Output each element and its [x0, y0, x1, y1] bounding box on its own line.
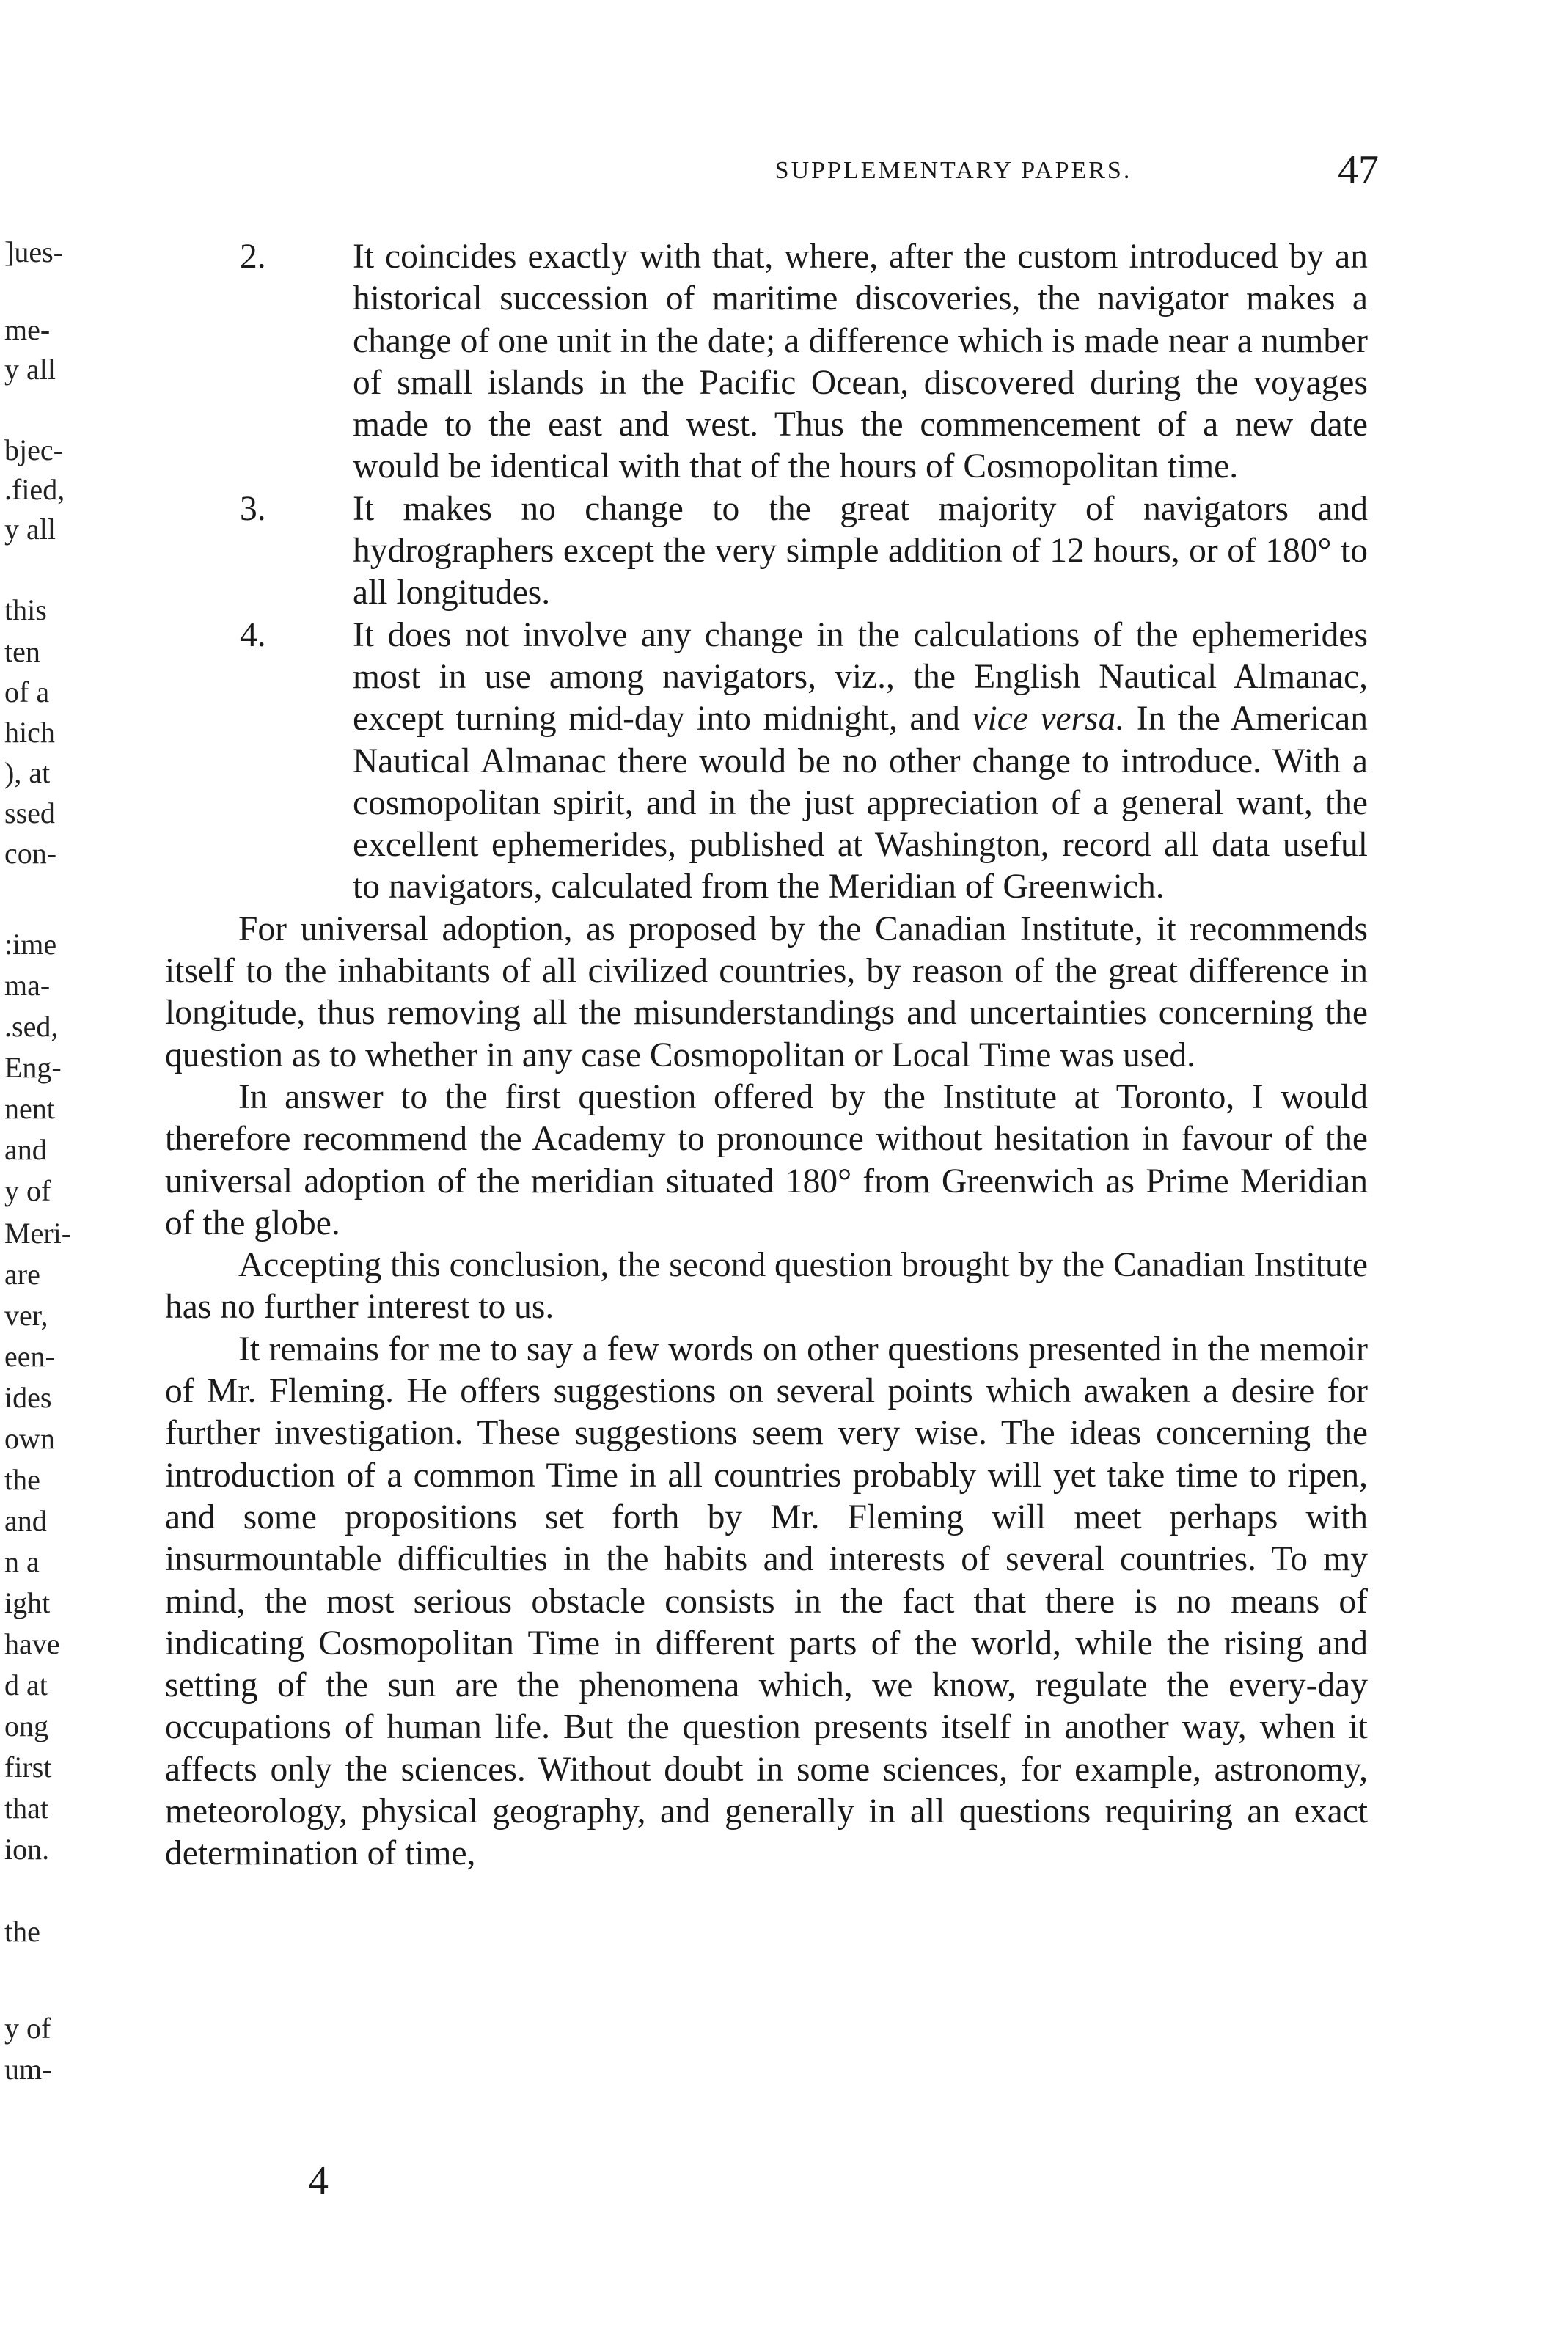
margin-fragment: are	[4, 1258, 40, 1291]
margin-fragment: :ime	[4, 928, 57, 961]
margin-fragment: of a	[4, 675, 50, 708]
numbered-item-4	[165, 615, 1368, 909]
margin-fragment: ight	[4, 1586, 51, 1619]
margin-fragment: Eng-	[4, 1051, 62, 1084]
main-text-block	[165, 236, 1368, 1875]
margin-fragment: ion.	[4, 1833, 50, 1866]
margin-fragment: .sed,	[4, 1010, 59, 1043]
item-text-part: In the American Nautical Almanac there would be no other change to introduce. With a cosmopolitan spirit, and in the just appreciation of a general want, the excellent ephemerides, published at Washington, record all data useful to navigators, calculated from the Meridian of Greenwich.	[353, 700, 1368, 906]
margin-fragment: y all	[4, 513, 56, 546]
item-text-part: It does not involve any change in the calculations of the ephemerides most in use among navigators, viz., the English Nautical Almanac, except turning mid-day into midnight, and	[353, 615, 1368, 739]
margin-fragment: ong	[4, 1709, 48, 1742]
margin-fragment: y all	[4, 353, 56, 386]
margin-fragment: d at	[4, 1668, 48, 1701]
margin-fragment: ten	[4, 635, 40, 668]
item-text: It makes no change to the great majority of navigators and hydrographers except the very simple addition of 12 hours, or of 180° to all longitudes.	[353, 489, 1368, 612]
italic-phrase: vice versa.	[972, 700, 1125, 739]
margin-fragment: ), at	[4, 756, 51, 789]
margin-fragment: bjec-	[4, 433, 63, 466]
margin-fragment: y of	[4, 1174, 51, 1207]
item-text: It coincides exactly with that, where, after the custom introduced by an historical succession of maritime discoveries, the navigator makes a change of one unit in the date; a difference which is made near a number of small islands in the Pacific Ocean, discovered during the voyages made to the east and west. Thus the commencement of a new date would be identical with that of the hours of Cosmopolitan time.	[353, 238, 1368, 486]
item-number: 3.	[240, 489, 266, 528]
signature-mark: 4	[308, 2158, 329, 2204]
margin-fragment: this	[4, 593, 47, 626]
margin-fragment: first	[4, 1751, 52, 1784]
margin-fragment: ]ues-	[4, 235, 63, 268]
margin-fragment: have	[4, 1627, 60, 1660]
margin-fragment: ssed	[4, 796, 55, 829]
paragraph-other-questions: It remains for me to say a few words on other questions presented in the memoir of Mr. Fleming. He offers suggestions on several points which awaken a desire for further investigation. These suggestions seem very wise. The ideas concerning the introduction of a common Time in all countries probably will yet take time to ripen, and some propositions set forth by Mr. Fleming will meet perhaps with insurmountable difficulties in the habits and interests of several countries. To my mind, the most serious obstacle consists in the fact that there is no means of indicating Cosmopolitan Time in different parts of the world, while the rising and setting of the sun are the phenomena which, we know, regulate the every-day occupations of human life. But the question presents itself in another way, when it affects only the sciences. Without doubt in some sciences, for example, astronomy, meteorology, physical geography, and generally in all questions requiring an exact determination of time,	[165, 1330, 1368, 1873]
margin-fragment: een-	[4, 1340, 55, 1373]
margin-fragment: .fied,	[4, 473, 65, 506]
paragraph-universal-adoption: For universal adoption, as proposed by the Canadian Institute, it recommends itself to the inhabitants of all civilized countries, by reason of the great difference in longitude, thus removing all the misunderstandings and uncertainties concerning the question as to whether in any case Cosmopolitan or Local Time was used.	[165, 909, 1368, 1074]
margin-fragment: ides	[4, 1381, 52, 1414]
margin-fragment: con-	[4, 837, 57, 870]
margin-fragment: n a	[4, 1545, 40, 1578]
numbered-item-3	[165, 488, 1368, 615]
margin-fragment: own	[4, 1422, 55, 1455]
margin-fragment: and	[4, 1504, 47, 1537]
item-text	[353, 615, 1368, 909]
margin-fragment: ma-	[4, 969, 51, 1002]
margin-fragment: that	[4, 1792, 48, 1825]
margin-fragment: ver,	[4, 1299, 48, 1332]
margin-fragment: hich	[4, 716, 55, 749]
margin-fragment: Meri-	[4, 1217, 72, 1250]
running-head: SUPPLEMENTARY PAPERS.	[774, 157, 1132, 184]
margin-fragment: the	[4, 1915, 40, 1948]
margin-fragment: the	[4, 1463, 40, 1496]
margin-fragment: me-	[4, 313, 51, 346]
paragraph-recommendation: In answer to the first question offered by the Institute at Toronto, I would therefore recommend the Academy to pronounce without hesitation in favour of the universal adoption of the meridian situated 180° from Greenwich as Prime Meridian of the globe.	[165, 1077, 1368, 1242]
margin-fragment: nent	[4, 1092, 55, 1125]
margin-fragment: um-	[4, 2053, 52, 2086]
margin-fragment: y of	[4, 2012, 51, 2045]
margin-fragment: and	[4, 1133, 47, 1166]
item-number: 4.	[240, 615, 266, 654]
page-number: 47	[1338, 147, 1379, 193]
numbered-item-2	[165, 236, 1368, 488]
paragraph-second-question: Accepting this conclusion, the second question brought by the Canadian Institute has no further interest to us.	[165, 1246, 1368, 1327]
item-number: 2.	[240, 238, 266, 276]
